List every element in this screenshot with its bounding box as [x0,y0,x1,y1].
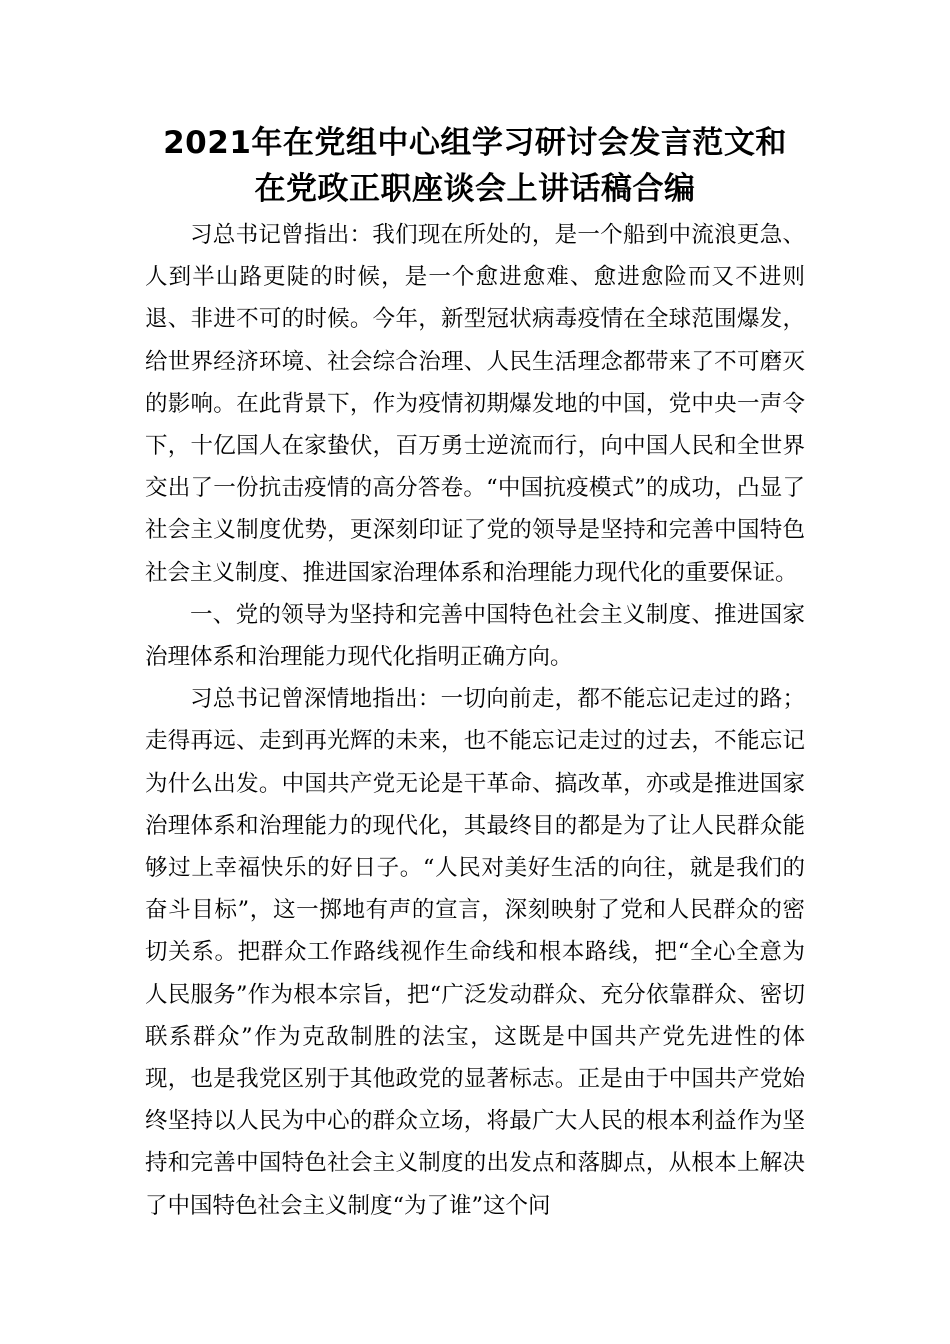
paragraph-section-body: 习总书记曾深情地指出：一切向前走，都不能忘记走过的路；走得再远、走到再光辉的未来，也不能忘记走过的过去，不能忘记为什么出发。中国共产党无论是干革命、搞改革，亦或是推进国家治理体系和治理能力的现代化，其最终目的都是为了让人民群众能够过上幸福快乐的好日子。“人民对美好生活的向往，就是我们的奋斗目标”，这一掷地有声的宣言，深刻映射了党和人民群众的密切关系。把群众工作路线视作生命线和根本路线，把“全心全意为人民服务”作为根本宗旨，把“广泛发动群众、充分依靠群众、密切联系群众”作为克敌制胜的法宝，这既是中国共产党先进性的体现，也是我党区别于其他政党的显著标志。正是由于中国共产党始终坚持以人民为中心的群众立场，将最广大人民的根本利益作为坚持和完善中国特色社会主义制度的出发点和落脚点，从根本上解决了中国特色社会主义制度“为了谁”这个问 [145,686,805,1219]
document-title-line-1: 2021年在党组中心组学习研讨会发言范文和 [163,125,787,161]
paragraph-section-heading: 一、党的领导为坚持和完善中国特色社会主义制度、推进国家治理体系和治理能力现代化指明正确方向。 [145,601,805,671]
document-body [145,214,805,1227]
paragraph-intro: 习总书记曾指出：我们现在所处的，是一个船到中流浪更急、人到半山路更陡的时候，是一个愈进愈难、愈进愈险而又不进则退、非进不可的时候。今年，新型冠状病毒疫情在全球范围爆发，给世界经济环境、社会综合治理、人民生活理念都带来了不可磨灭的影响。在此背景下，作为疫情初期爆发地的中国，党中央一声令下，十亿国人在家蛰伏，百万勇士逆流而行，向中国人民和全世界交出了一份抗击疫情的高分答卷。“中国抗疫模式”的成功，凸显了社会主义制度优势，更深刻印证了党的领导是坚持和完善中国特色社会主义制度、推进国家治理体系和治理能力现代化的重要保证。 [145,222,805,586]
document-title-line-2: 在党政正职座谈会上讲话稿合编 [254,171,696,207]
